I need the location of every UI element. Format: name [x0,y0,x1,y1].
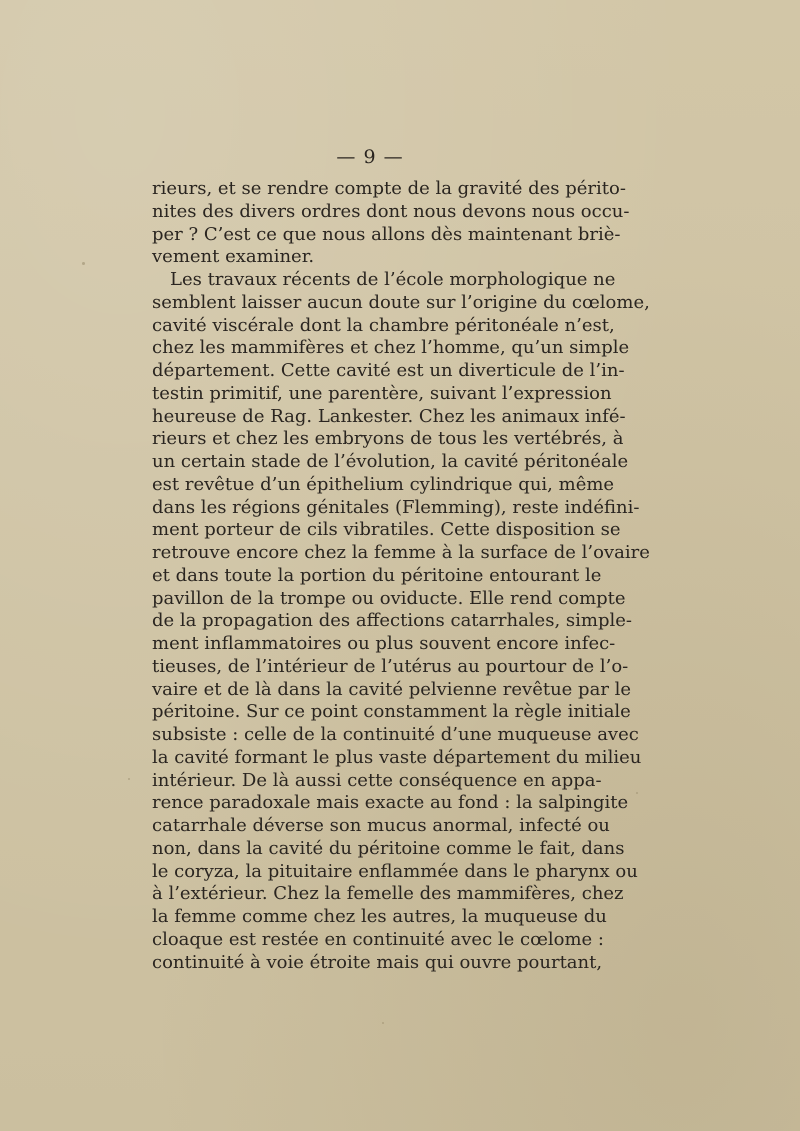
paper-speck [82,262,85,265]
text-line: département. Cette cavité est un diverticule de l’in- [152,360,625,381]
text-line: vaire et de là dans la cavité pelvienne revêtue par le [152,678,632,700]
text-line: non, dans la cavité du péritoine comme le fait, dans [152,837,625,859]
page-number: — 9 — [336,146,404,168]
text-line: et dans toute la portion du péritoine entourant le [152,564,602,586]
text-line: ment porteur de cils vibratiles. Cette disposition se [152,519,621,541]
text-line: continuité à voie étroite mais qui ouvre pourtant, [152,951,603,973]
body-text [152,178,650,974]
text-line: intérieur. De là aussi cette conséquence en appa- [152,769,602,791]
text-line: subsiste : celle de la continuité d’une muqueuse avec [152,724,639,745]
text-line: catarrhale déverse son mucus anormal, infecté ou [152,815,610,836]
text-line: un certain stade de l’évolution, la cavité péritonéale [152,451,629,472]
text-line: la femme comme chez les autres, la muqueuse du [152,906,607,927]
paper-speck [382,1022,384,1024]
text-line: rence paradoxale mais exacte au fond : la salpingite [152,792,629,814]
text-line: tieuses, de l’intérieur de l’utérus au pourtour de l’o- [152,655,629,677]
text-line: Les travaux récents de l’école morphologique ne [170,269,616,290]
text-line: retrouve encore chez la femme à la surface de l’ovaire [152,542,650,563]
text-line: chez les mammifères et chez l’homme, qu’un simple [152,337,630,359]
text-line: la cavité formant le plus vaste département du milieu [152,746,642,768]
text-line: péritoine. Sur ce point constamment la règle initiale [152,701,631,723]
paper-speck [128,778,130,780]
text-line: rieurs, et se rendre compte de la gravité des périto- [152,178,626,199]
text-line: rieurs et chez les embryons de tous les vertébrés, à [152,428,624,450]
text-line: ment inflammatoires ou plus souvent encore infec- [152,633,616,654]
text-line: de la propagation des affections catarrhales, simple- [152,610,632,632]
text-line: heureuse de Rag. Lankester. Chez les animaux infé- [152,405,626,427]
text-line: nites des divers ordres dont nous devons nous occu- [152,200,630,222]
text-line: cavité viscérale dont la chambre péritonéale n’est, [152,314,615,336]
text-line: testin primitif, une parentère, suivant l’expression [152,382,612,404]
text-line: pavillon de la trompe ou oviducte. Elle rend compte [152,587,626,609]
text-line: à l’extérieur. Chez la femelle des mammifères, chez [152,883,624,905]
text-line: dans les régions génitales (Flemming), reste indéfini- [152,496,640,518]
text-line: vement examiner. [152,246,315,268]
paper-speck [636,792,638,794]
text-line: cloaque est restée en continuité avec le cœlome : [152,928,604,950]
text-line: per ? C’est ce que nous allons dès maintenant briè- [152,223,621,245]
text-line: semblent laisser aucun doute sur l’origine du cœlome, [152,291,650,313]
text-line: est revêtue d’un épithelium cylindrique qui, même [152,473,615,495]
text-line: le coryza, la pituitaire enflammée dans le pharynx ou [152,860,638,882]
